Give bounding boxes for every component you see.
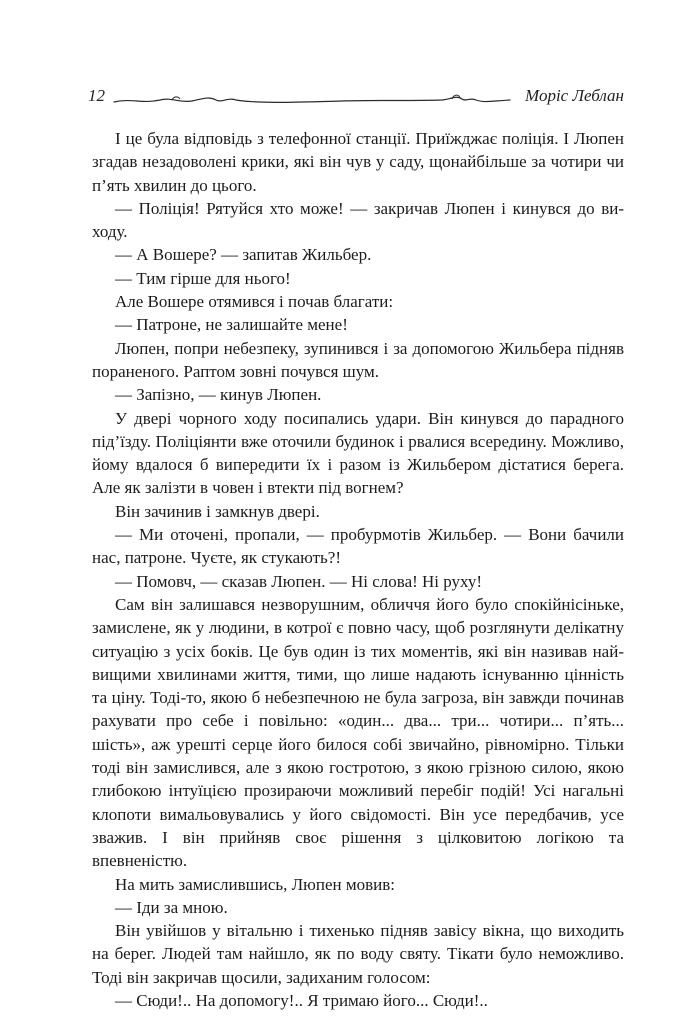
body-text: [92, 127, 624, 1012]
paragraph: На мить замислившись, Люпен мовив:: [115, 874, 395, 894]
header-flourish-ornament: [112, 88, 512, 110]
paragraph: — Ми оточені, пропали, — пробурмотів Жильбер. — Вони бачили нас, патроне. Чуєте, як стукають?!: [92, 525, 624, 568]
paragraph: — А Вошере? — запитав Жильбер.: [115, 245, 372, 265]
running-title-author: Моріс Леблан: [525, 86, 624, 105]
paragraph: Люпен, попри небезпеку, зупинився і за допомогою Жильбера підняв пораненого. Раптом зовні почувся шум.: [92, 338, 624, 381]
paragraph: — Поліція! Рятуйся хто може! — закричав Люпен і кинувся до виходу.: [92, 198, 624, 242]
running-header: [88, 82, 624, 114]
page-number: 12: [88, 86, 105, 105]
paragraph: — Патроне, не залишайте мене!: [115, 315, 348, 335]
paragraph: Сам він залишався незворушним, обличчя його було спокійнісіньке, замислене, як у людини, в котрої є повно часу, щоб розглянути делікатну ситуацію з усіх боків. Це був один із тих моментів, які він називав найвищими хвилинами життя, тими, що лише надають існуванню цінність та ціну. Тоді-то, якою б небезпечною не була загроза, він завжди починав рахувати про себе і повільно: «один... два... три... чотири... п’ять... шість», аж урешті серце його билося собі звичайно, рівномірно. Тільки тоді він замислився, але з якою гостротою, з якою грізною силою, якою глибокою інтуїцією прозираючи можливий перебіг подій! Усі нагальні клопоти вимальовувались у його свідомості. Він усе передбачив, усе зважив. І він прийняв своє рішення з цілковитою логікою та впевненістю.: [92, 594, 624, 871]
paragraph: — Помовч, — сказав Люпен. — Ні слова! Ні руху!: [115, 571, 483, 591]
paragraph: Він увійшов у вітальню і тихенько підняв завісу вікна, що виходить на берег. Людей там найшло, як по воду святу. Тікати було неможливо. Тоді він закричав щосили, задиханим голосом:: [92, 921, 624, 987]
paragraph: — Запізно, — кинув Люпен.: [115, 385, 322, 405]
paragraph: — Іди за мною.: [115, 897, 228, 917]
paragraph: — Сюди!.. На допомогу!.. Я тримаю його... Сюди!..: [115, 990, 488, 1010]
paragraph: І це була відповідь з телефонної станції. Приїжджає поліція. І Люпен згадав незадоволені крики, які він чув у саду, щонайбільше за чотири чи п’ять хвилин до цього.: [92, 129, 624, 195]
paragraph: — Тим гірше для нього!: [115, 268, 291, 288]
paragraph: Але Вошере отямився і почав благати:: [115, 292, 394, 312]
paragraph: Він зачинив і замкнув двері.: [115, 501, 320, 521]
paragraph: У двері чорного ходу посипались удари. Він кинувся до парадного під’їзду. Поліціянти вже оточили будинок і рвалися всередину. Можливо, йому вдалося б випередити їх і разом із Жильбером дістатися берега. Але як залізти в човен і втекти під вогнем?: [92, 408, 624, 498]
